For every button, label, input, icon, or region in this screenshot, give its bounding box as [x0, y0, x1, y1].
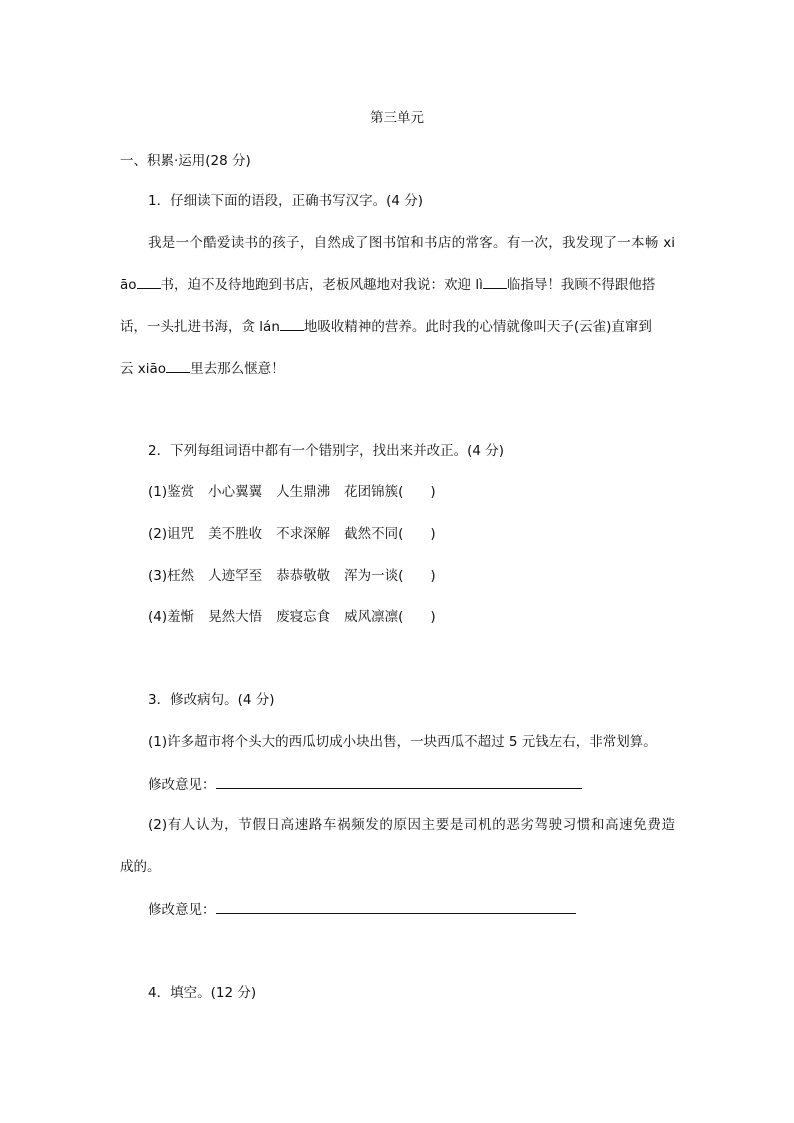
word: 恭恭敬敬 [276, 568, 331, 584]
revision-label: 修改意见： [148, 777, 216, 793]
word: 不求深解 [276, 526, 331, 542]
text-fragment: 书，迫不及待地跑到书店，老板风趣地对我说：欢迎 lì [160, 277, 483, 293]
word-group-row [148, 566, 436, 586]
answer-parentheses[interactable]: ( ) [398, 568, 436, 584]
row-number: (1) [148, 484, 168, 500]
revision-answer-line[interactable] [216, 899, 576, 914]
answer-blank[interactable] [483, 274, 507, 289]
word: 浑为一谈 [344, 568, 399, 584]
text-fragment: 话，一头扎进书海，贪 lán [120, 319, 280, 335]
word-group-row [148, 607, 436, 627]
word: 废寝忘食 [276, 609, 331, 625]
answer-parentheses[interactable]: ( ) [398, 484, 436, 500]
question-4-heading: 4．填空。(12 分) [148, 985, 257, 1001]
word: 鉴赏 [167, 484, 195, 500]
question-1-line-1: 我是一个酷爱读书的孩子，自然成了图书馆和书店的常客。有一次，我发现了一本畅 xi [148, 235, 675, 251]
word: 枉然 [167, 568, 195, 584]
section-heading: 一、积累·运用(28 分) [120, 153, 251, 169]
answer-parentheses[interactable]: ( ) [398, 526, 436, 542]
pinyin-fragment: āo [120, 277, 137, 293]
text-fragment: 临指导！我顾不得跟他搭 [506, 277, 656, 293]
word: 花团锦簇 [344, 484, 399, 500]
row-number: (4) [148, 609, 168, 625]
word-group-row [148, 524, 436, 544]
question-1-line-3 [120, 316, 652, 337]
answer-blank[interactable] [280, 316, 304, 331]
question-2-heading: 2．下列每组词语中都有一个错别字，找出来并改正。(4 分) [148, 443, 505, 459]
answer-parentheses[interactable]: ( ) [398, 609, 436, 625]
word: 截然不同 [344, 526, 399, 542]
text-fragment: 云 xiāo [120, 361, 167, 377]
word: 威风凛凛 [344, 609, 399, 625]
revision-line-2 [148, 899, 576, 920]
text-fragment: 地吸收精神的营养。此时我的心情就像叫天子(云雀)直窜到 [303, 319, 652, 335]
row-number: (2) [148, 526, 168, 542]
word: 美不胜收 [208, 526, 263, 542]
text-fragment: 里去那么惬意！ [190, 361, 285, 377]
question-3-heading: 3．修改病句。(4 分) [148, 692, 275, 708]
revision-line-1 [148, 774, 582, 795]
word: 小心翼翼 [208, 484, 263, 500]
revision-answer-line[interactable] [216, 774, 582, 789]
sentence-1: (1)许多超市将个头大的西瓜切成小块出售，一块西瓜不超过 5 元钱左右，非常划算。 [148, 734, 657, 750]
word: 人生鼎沸 [276, 484, 331, 500]
sentence-2-line-2: 成的。 [120, 859, 161, 875]
word: 羞惭 [167, 609, 195, 625]
word: 人迹罕至 [208, 568, 263, 584]
page-title: 第三单元 [370, 110, 424, 126]
sentence-2-line-1: (2)有人认为，节假日高速路车祸频发的原因主要是司机的恶劣驾驶习惯和高速免费造 [148, 817, 675, 833]
revision-label: 修改意见： [148, 902, 216, 918]
word: 诅咒 [167, 526, 195, 542]
question-1-line-4 [120, 358, 285, 379]
answer-blank[interactable] [166, 358, 190, 373]
row-number: (3) [148, 568, 168, 584]
word: 晃然大悟 [208, 609, 263, 625]
answer-blank[interactable] [137, 274, 161, 289]
question-1-heading: 1．仔细读下面的语段，正确书写汉字。(4 分) [148, 193, 424, 209]
word-group-row [148, 482, 436, 502]
question-1-line-2 [120, 274, 655, 295]
